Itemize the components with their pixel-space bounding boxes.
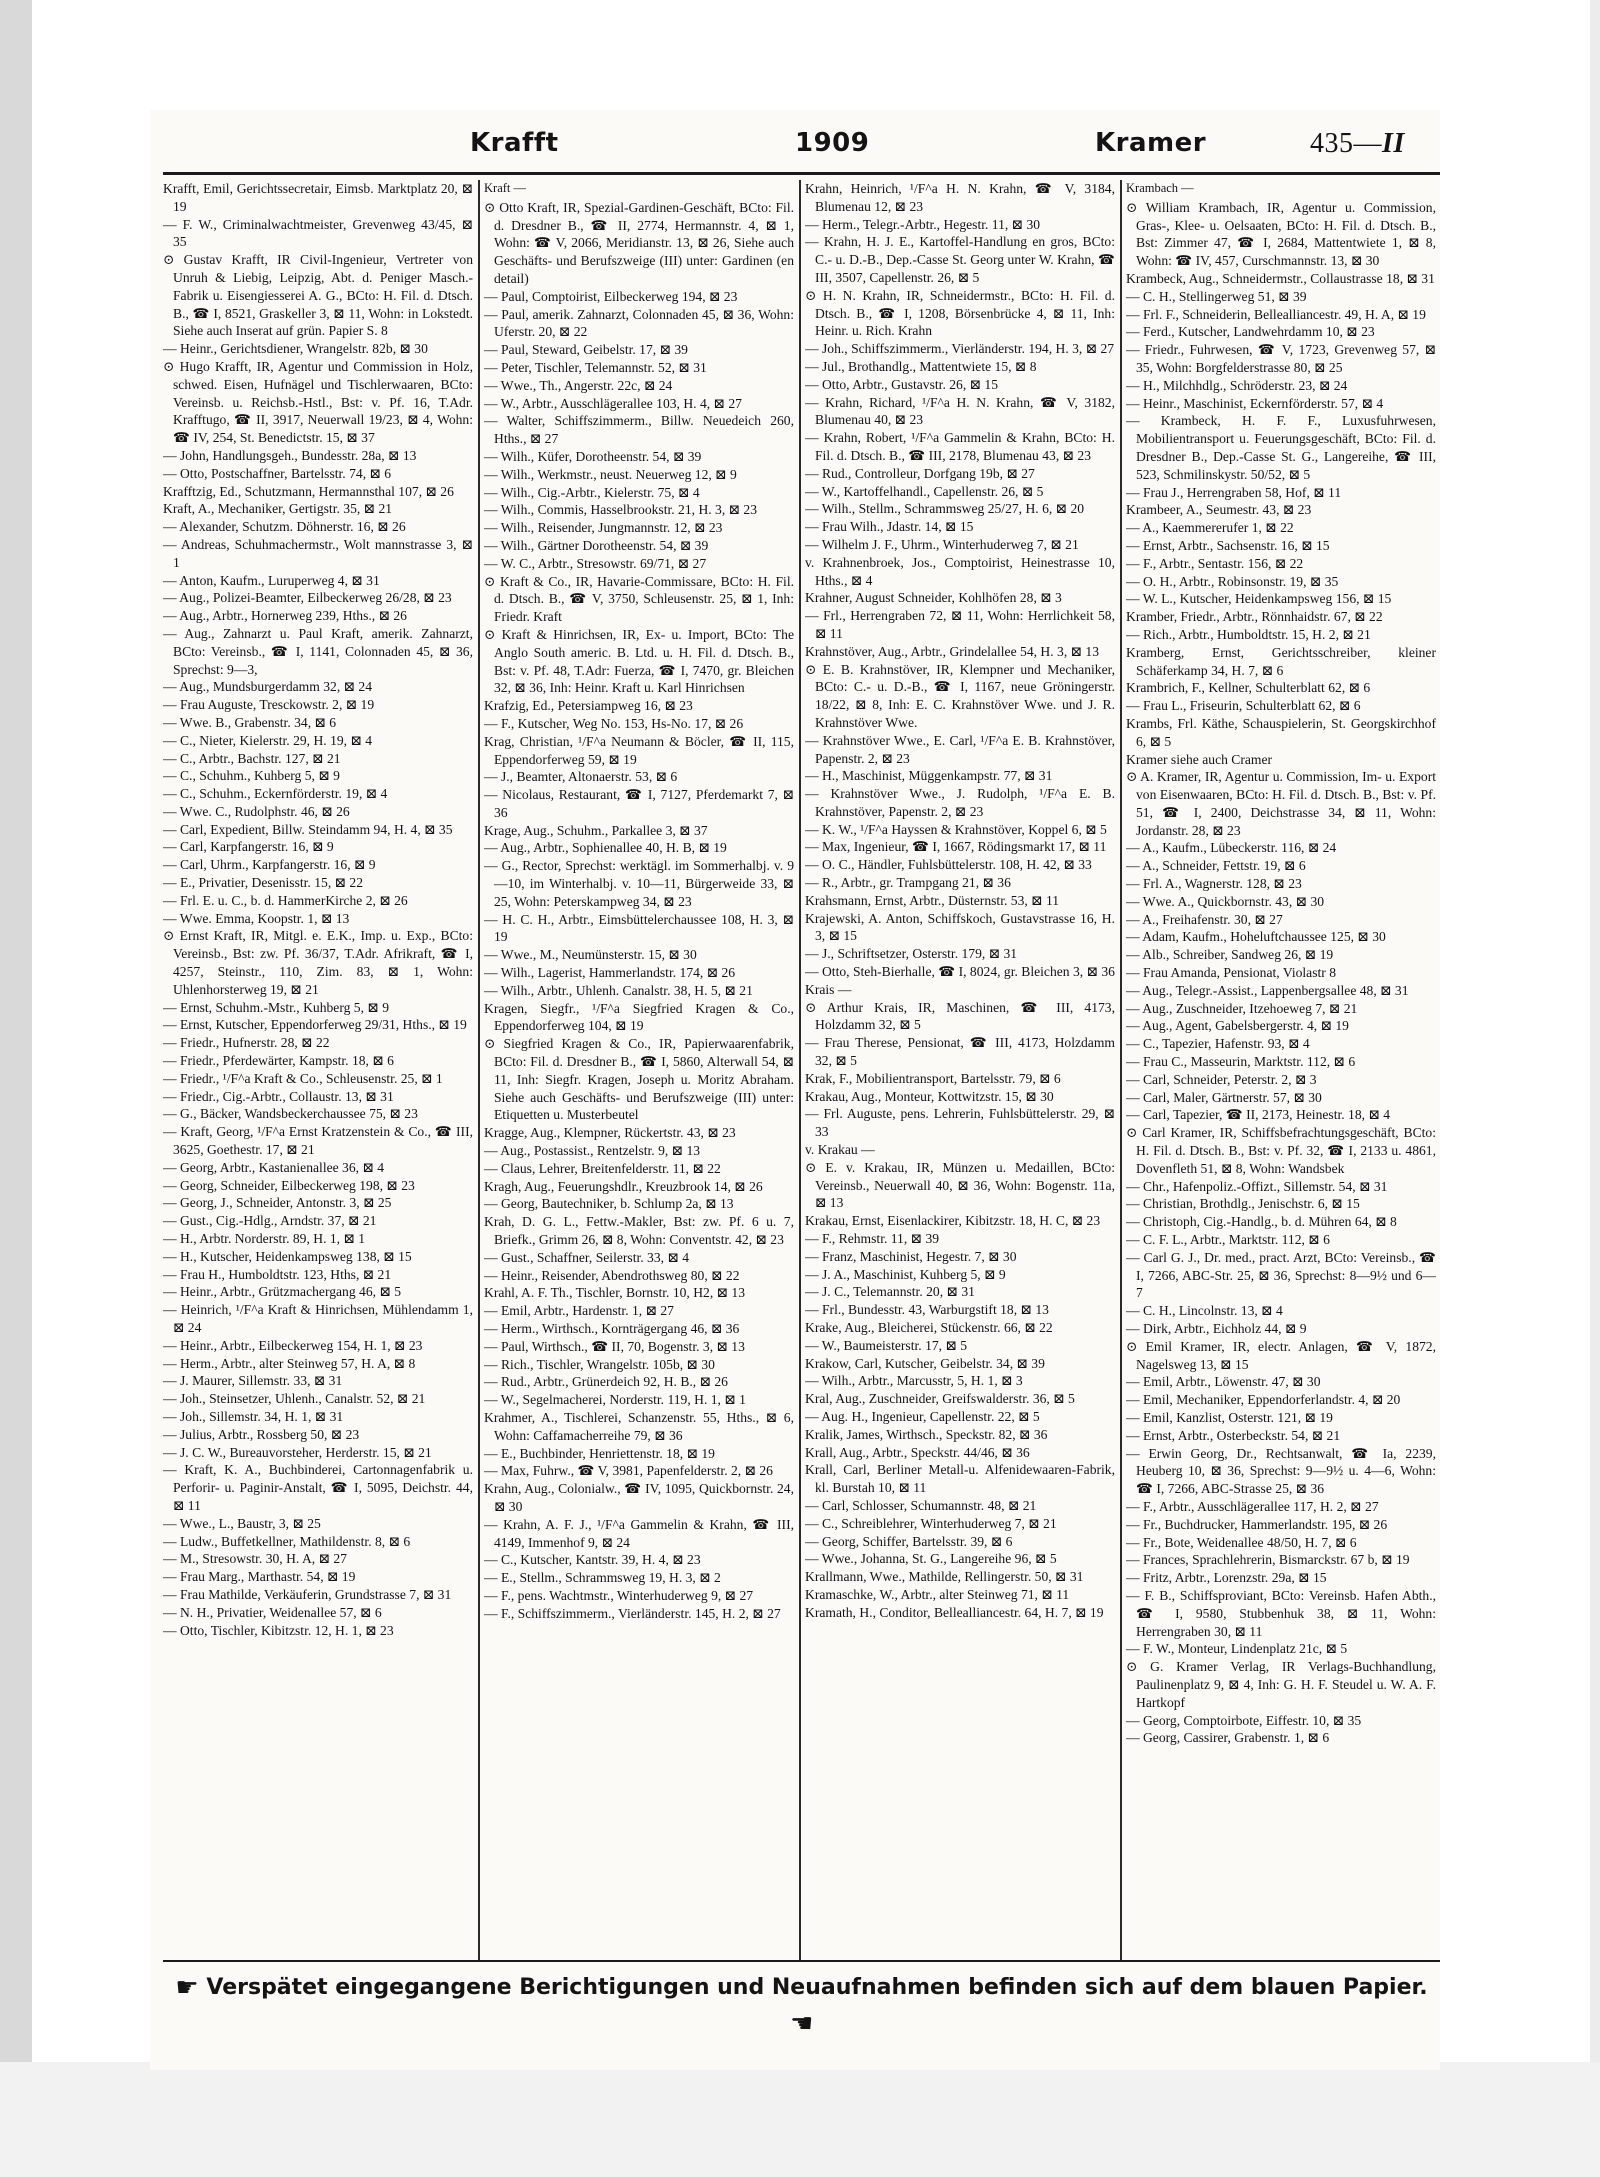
directory-entry: — Frances, Sprachlehrerin, Bismarckstr. 67 b, ⊠ 19 [1126, 1552, 1410, 1568]
directory-entry: — C., Schuhm., Kuhberg 5, ⊠ 9 [163, 768, 340, 784]
directory-entry: ⊙ Ernst Kraft, IR, Mitgl. e. E.K., Imp. u. Exp., BCto: Vereinsb., Bst: zw. Pf. 36/37, T.Adr. Afrikraft, ☎ I, 4257, Steinstr., 110, Zim. 83, ⊠ 1, Wohn: Uhlenhorsterweg 19, ⊠ 21 [163, 928, 473, 997]
directory-entry: — Aug., Arbtr., Sophienallee 40, H. B, ⊠ 19 [484, 840, 727, 856]
directory-entry: ⊙ E. v. Krakau, IR, Münzen u. Medaillen, BCto: Vereinsb., Neuerwall 40, ⊠ 36, Wohn: Bogenstr. 11a, ⊠ 13 [805, 1159, 1115, 1211]
column-3 [805, 180, 1115, 1960]
directory-entry: — Wilhelm J. F., Uhrm., Winterhuderweg 7, ⊠ 21 [805, 536, 1079, 552]
directory-entry: — Heinr., Gerichtsdiener, Wrangelstr. 82b, ⊠ 30 [163, 341, 428, 357]
directory-entry: — Frl. A., Wagnerstr. 128, ⊠ 23 [1126, 876, 1302, 892]
directory-entry: — J. C., Telemannstr. 20, ⊠ 31 [805, 1284, 975, 1300]
directory-entry: Krall, Carl, Berliner Metall-u. Alfenidewaaren-Fabrik, kl. Burstah 10, ⊠ 11 [805, 1462, 1115, 1496]
pointing-hand-icon: ☛ [789, 2009, 814, 2039]
directory-entry: — Christian, Brothdlg., Jenischstr. 6, ⊠ 15 [1126, 1196, 1360, 1212]
directory-entry: ⊙ Hugo Krafft, IR, Agentur und Commission in Holz, schwed. Eisen, Hufnägel und Tischlerwaaren, BCto: Vereinsb. u. Reichsb.-Hstl., Bst: v. Pf. 16, T.Adr. Krafftugo, ☎ II, 3917, Neuerwall 19/23, ⊠ 4, Wohn: ☎ IV, 254, St. Benedictstr. 15, ⊠ 37 [163, 358, 473, 446]
directory-entry: — Carl, Expedient, Billw. Steindamm 94, H. 4, ⊠ 35 [163, 821, 453, 837]
directory-entry: — Aug., Zuschneider, Itzehoeweg 7, ⊠ 21 [1126, 1000, 1358, 1016]
directory-entry: Krallmann, Wwe., Mathilde, Rellingerstr. 50, ⊠ 31 [805, 1569, 1084, 1585]
directory-entry: — Wilh., Lagerist, Hammerlandstr. 174, ⊠ 26 [484, 965, 736, 981]
directory-entry: — Aug., Postassist., Rentzelstr. 9, ⊠ 13 [484, 1143, 701, 1159]
scan-bottom-band [0, 2062, 1600, 2177]
directory-entry: Krakau, Aug., Monteur, Kottwitzstr. 15, ⊠ 30 [805, 1088, 1054, 1104]
directory-entry: Krak, F., Mobilientransport, Bartelsstr. 79, ⊠ 6 [805, 1070, 1061, 1086]
directory-entry: ⊙ Otto Kraft, IR, Spezial-Gardinen-Geschäft, BCto: Fil. d. Dresdner B., ☎ II, 2774, Hermannstr. 4, ⊠ 1, Wohn: ☎ V, 2066, Meridianstr. 13, ⊠ 26, Siehe auch Geschäfts- und Berufszweige (III) unter: Gardinen (en detail) [484, 199, 794, 286]
directory-entry: — C., Tapezier, Hafenstr. 93, ⊠ 4 [1126, 1036, 1310, 1052]
column-4 [1126, 180, 1436, 1960]
directory-entry: — Aug. H., Ingenieur, Capellenstr. 22, ⊠ 5 [805, 1408, 1040, 1424]
directory-entry: — Friedr., Pferdewärter, Kampstr. 18, ⊠ 6 [163, 1053, 394, 1069]
directory-entry: — Emil, Kanzlist, Osterstr. 121, ⊠ 19 [1126, 1409, 1333, 1425]
directory-entry: Krake, Aug., Bleicherei, Stückenstr. 66, ⊠ 22 [805, 1320, 1053, 1335]
directory-entry: — Heinrich, ¹/F^a Kraft & Hinrichsen, Mühlendamm 1, ⊠ 24 [163, 1302, 473, 1335]
directory-entry: — Wwe., M., Neumünsterstr. 15, ⊠ 30 [484, 947, 697, 963]
directory-entry: — Peter, Tischler, Telemannstr. 52, ⊠ 31 [484, 359, 707, 375]
directory-entry: — Fr., Buchdrucker, Hammerlandstr. 195, ⊠ 26 [1126, 1516, 1388, 1532]
directory-entry: — Frau H., Humboldtstr. 123, Hths, ⊠ 21 [163, 1266, 392, 1282]
directory-entry: Krafzig, Ed., Petersiampweg 16, ⊠ 23 [484, 698, 693, 714]
page-suffix: II [1382, 128, 1405, 159]
directory-entry: — Wwe., Johanna, St. G., Langereihe 96, ⊠ 5 [805, 1551, 1057, 1567]
directory-entry: — Wwe. Emma, Koopstr. 1, ⊠ 13 [163, 910, 350, 926]
directory-entry: — Carl, Tapezier, ☎ II, 2173, Heinestr. 18, ⊠ 4 [1126, 1107, 1391, 1123]
column-divider [478, 180, 480, 1960]
directory-entry: Krakau, Ernst, Eisenlackirer, Kibitzstr. 18, H. C, ⊠ 23 [805, 1213, 1101, 1229]
directory-entry: Krahsmann, Ernst, Arbtr., Düsternstr. 53, ⊠ 11 [805, 892, 1060, 908]
directory-entry: — Wilh., Reisender, Jungmannstr. 12, ⊠ 23 [484, 520, 723, 536]
directory-entry: Krahner, August Schneider, Kohlhöfen 28, ⊠ 3 [805, 590, 1062, 606]
directory-entry: — A., Kaufm., Lübeckerstr. 116, ⊠ 24 [1126, 840, 1337, 856]
directory-entry: — Georg, J., Schneider, Antonstr. 3, ⊠ 25 [163, 1195, 392, 1211]
directory-entry: ⊙ Emil Kramer, IR, electr. Anlagen, ☎ V, 1872, Nagelsweg 13, ⊠ 15 [1126, 1338, 1436, 1372]
directory-entry: Kragh, Aug., Feuerungshdlr., Kreuzbrook 14, ⊠ 26 [484, 1178, 763, 1194]
directory-entry: ⊙ G. Kramer Verlag, IR Verlags-Buchhandlung, Paulinenplatz 9, ⊠ 4, Inh: G. H. F. Steudel u. W. A. F. Hartkopf [1126, 1659, 1436, 1710]
directory-entry: — Heinr., Arbtr., Eilbeckerweg 154, H. 1, ⊠ 23 [163, 1337, 423, 1353]
directory-entry: — Rud., Arbtr., Grünerdeich 92, H. B., ⊠ 26 [484, 1374, 728, 1390]
directory-entry: — F., Arbtr., Ausschlägerallee 117, H. 2, ⊠ 27 [1126, 1498, 1379, 1514]
directory-entry: — Georg, Cassirer, Grabenstr. 1, ⊠ 6 [1126, 1730, 1330, 1746]
directory-entry: Kragge, Aug., Klempner, Rückertstr. 43, ⊠ 23 [484, 1125, 736, 1141]
directory-entry: Krambeck, Aug., Schneidermstr., Collaustrasse 18, ⊠ 31 [1126, 270, 1435, 286]
directory-entry: — Rich., Tischler, Wrangelstr. 105b, ⊠ 30 [484, 1356, 715, 1372]
directory-entry: — Walter, Schiffszimmerm., Billw. Neuedeich 260, Hths., ⊠ 27 [484, 413, 794, 447]
directory-entry: — Paul, Wirthsch., ☎ II, 70, Bogenstr. 3, ⊠ 13 [484, 1338, 745, 1354]
directory-entry: — Krambeck, H. F. F., Luxusfuhrwesen, Mobilientransport u. Feuerungsgeschäft, BCto: Fil. d. Dresdner B., Dep.-Casse St. G., Langereihe, ☎ III, 523, Schmilinskystr. 50/52, ⊠ 5 [1126, 413, 1436, 482]
directory-entry: Kramber, Friedr., Arbtr., Rönnhaidstr. 67, ⊠ 22 [1126, 609, 1383, 625]
directory-entry: — H., Arbtr. Norderstr. 89, H. 1, ⊠ 1 [163, 1231, 366, 1247]
directory-entry: v. Krahnenbroek, Jos., Comptoirist, Heinestrasse 10, Hths., ⊠ 4 [805, 554, 1115, 588]
directory-entry: — Jul., Brothandlg., Mattentwiete 15, ⊠ 8 [805, 358, 1037, 374]
directory-entry: v. Krakau — [805, 1142, 875, 1158]
directory-entry: — E., Buchbinder, Henriettenstr. 18, ⊠ 19 [484, 1445, 715, 1461]
directory-entry: — Aug., Arbtr., Hornerweg 239, Hths., ⊠ 26 [163, 608, 407, 624]
directory-entry: ⊙ Carl Kramer, IR, Schiffsbefrachtungsgeschäft, BCto: H. Fil. d. Dtsch. B., Bst: v. Pf. 32, ☎ I, 2133 u. 4861, Dovenfleth 51, ⊠ 8, Wohn: Wandsbek [1126, 1125, 1436, 1176]
directory-entry: — Frl. Auguste, pens. Lehrerin, Fuhlsbüttelerstr. 29, ⊠ 33 [805, 1106, 1115, 1140]
directory-entry: ⊙ Kraft & Co., IR, Havarie-Commissare, BCto: H. Fil. d. Dtsch. B., ☎ V, 3750, Schleusenstr. 25, ⊠ 1, Inh: Friedr. Kraft [484, 573, 794, 625]
pointing-hand-icon: ☛ [175, 1973, 199, 2003]
directory-entry: — Aug., Zahnarzt u. Paul Kraft, amerik. Zahnarzt, BCto: Vereinsb., ☎ I, 1141, Colonnaden 45, ⊠ 36, Sprechst: 9—3, [163, 625, 473, 677]
directory-entry: — Andreas, Schuhmachermstr., Wolt mannstrasse 3, ⊠ 1 [163, 536, 473, 570]
directory-entry: — N. H., Privatier, Weidenallee 57, ⊠ 6 [163, 1604, 382, 1620]
directory-entry: — C., Nieter, Kielerstr. 29, H. 19, ⊠ 4 [163, 732, 373, 748]
directory-entry: — Rich., Arbtr., Humboldtstr. 15, H. 2, ⊠ 21 [1126, 626, 1371, 642]
directory-entry: — Wwe., Th., Angerstr. 22c, ⊠ 24 [484, 377, 673, 393]
directory-entry: — Wwe. A., Quickbornstr. 43, ⊠ 30 [1126, 893, 1325, 909]
directory-entry: — Rud., Controlleur, Dorfgang 19b, ⊠ 27 [805, 465, 1035, 481]
directory-entry: ⊙ William Krambach, IR, Agentur u. Commission, Gras-, Klee- u. Oelsaaten, BCto: H. Fil. d. Dtsch. B., Bst: Zimmer 47, ☎ I, 2684, Mattentwiete 1, ⊠ 8, Wohn: ☎ IV, 457, Curschmannstr. 13, ⊠ 30 [1126, 199, 1436, 269]
column-divider [1120, 180, 1122, 1960]
directory-entry: — Krahn, Robert, ¹/F^a Gammelin & Krahn, BCto: H. Fil. d. Dtsch. B., ☎ III, 2178, Blumenau 43, ⊠ 23 [805, 430, 1115, 463]
directory-entry: Kramaschke, W., Arbtr., alter Steinweg 71, ⊠ 11 [805, 1586, 1070, 1602]
directory-entry: — Wwe. B., Grabenstr. 34, ⊠ 6 [163, 714, 337, 730]
directory-entry: Krahmer, A., Tischlerei, Schanzenstr. 55, Hths., ⊠ 6, Wohn: Caffamacherreihe 79, ⊠ 36 [484, 1409, 794, 1443]
directory-entry: Krafft, Emil, Gerichtssecretair, Eimsb. Marktplatz 20, ⊠ 19 [163, 181, 473, 214]
directory-entry: ⊙ Gustav Krafft, IR Civil-Ingenieur, Vertreter von Unruh & Liebig, Leipzig, Abt. d. Peniger Masch.-Fabrik u. Eisengiesserei A. G., BCto: H. Fil. d. Dtsch. B., ☎ I, 8521, Graskeller 3, ⊠ 11, Wohn: in Lokstedt. Siehe auch Inserat auf grün. Papier S. 8 [163, 252, 473, 339]
directory-entry: Krafftzig, Ed., Schutzmann, Hermannsthal 107, ⊠ 26 [163, 483, 454, 499]
directory-entry: Krahn, Aug., Colonialw., ☎ IV, 1095, Quickbornstr. 24, ⊠ 30 [484, 1481, 794, 1514]
directory-entry: — Carl, Schneider, Peterstr. 2, ⊠ 3 [1126, 1071, 1317, 1087]
header-rule [163, 172, 1440, 175]
directory-entry: — Alexander, Schutzm. Döhnerstr. 16, ⊠ 26 [163, 519, 406, 535]
directory-entry: — Wilh., Küfer, Dorotheenstr. 54, ⊠ 39 [484, 448, 702, 464]
column-continuation-head: Kraft — [484, 181, 526, 195]
scan-edge-right [1590, 0, 1600, 2177]
directory-entry: — Frl., Herrengraben 72, ⊠ 11, Wohn: Herrlichkeit 58, ⊠ 11 [805, 608, 1115, 641]
directory-entry: — Franz, Maschinist, Hegestr. 7, ⊠ 30 [805, 1248, 1017, 1264]
directory-entry: — W. L., Kutscher, Heidenkampsweg 156, ⊠ 15 [1126, 591, 1392, 607]
directory-entry: — Ludw., Buffetkellner, Mathildenstr. 8, ⊠ 6 [163, 1533, 411, 1549]
directory-entry: — K. W., ¹/F^a Hayssen & Krahnstöver, Koppel 6, ⊠ 5 [805, 821, 1107, 837]
directory-entry: — Emil, Arbtr., Hardenstr. 1, ⊠ 27 [484, 1303, 674, 1319]
directory-entry: — Wilh., Gärtner Dorotheenstr. 54, ⊠ 39 [484, 537, 709, 553]
directory-entry: — Joh., Sillemstr. 34, H. 1, ⊠ 31 [163, 1408, 344, 1424]
directory-entry: ⊙ H. N. Krahn, IR, Schneidermstr., BCto: H. Fil. d. Dtsch. B., ☎ I, 1208, Börsenbrücke 4, ⊠ 11, Inh: Heinr. u. Rich. Krahn [805, 287, 1115, 339]
directory-entry: — Adam, Kaufm., Hoheluftchaussee 125, ⊠ 30 [1126, 929, 1386, 945]
directory-entry: — J. A., Maschinist, Kuhberg 5, ⊠ 9 [805, 1266, 1006, 1282]
directory-entry: — Krahn, A. F. J., ¹/F^a Gammelin & Krahn, ☎ III, 4149, Immenhof 9, ⊠ 24 [484, 1516, 794, 1550]
directory-entry: — Friedr., Hufnerstr. 28, ⊠ 22 [163, 1035, 330, 1051]
header-page-number [1310, 128, 1405, 160]
directory-entry: — Herm., Telegr.-Arbtr., Hegestr. 11, ⊠ 30 [805, 216, 1041, 232]
directory-entry: — H. C. H., Arbtr., Eimsbüttelerchaussee 108, H. 3, ⊠ 19 [484, 911, 794, 945]
directory-entry: Krag, Christian, ¹/F^a Neumann & Böcler, ☎ II, 115, Eppendorferweg 59, ⊠ 19 [484, 733, 794, 767]
directory-entry: — F., Kutscher, Weg No. 153, Hs-No. 17, ⊠ 26 [484, 715, 744, 731]
column-2 [484, 180, 794, 1960]
directory-entry: — Emil, Mechaniker, Eppendorferlandstr. 4, ⊠ 20 [1126, 1392, 1401, 1408]
directory-entry: — Frl. F., Schneiderin, Bellealliancestr. 49, H. A, ⊠ 19 [1126, 306, 1426, 322]
directory-entry: ⊙ Arthur Krais, IR, Maschinen, ☎ III, 4173, Holzdamm 32, ⊠ 5 [805, 999, 1115, 1033]
directory-entry: — J., Schriftsetzer, Osterstr. 179, ⊠ 31 [805, 946, 1018, 962]
directory-entry: — J. Maurer, Sillemstr. 33, ⊠ 31 [163, 1373, 343, 1389]
directory-entry: — G., Bäcker, Wandsbeckerchaussee 75, ⊠ 23 [163, 1106, 418, 1122]
directory-entry: — Max, Ingenieur, ☎ I, 1667, Rödingsmarkt 17, ⊠ 11 [805, 839, 1107, 855]
directory-entry: — Dirk, Arbtr., Eichholz 44, ⊠ 9 [1126, 1321, 1307, 1336]
directory-entry: — W., Kartoffelhandl., Capellenstr. 26, ⊠ 5 [805, 483, 1044, 499]
directory-entry: — Frau Marg., Marthastr. 54, ⊠ 19 [163, 1569, 356, 1585]
directory-entry: Kralik, James, Wirthsch., Speckstr. 82, ⊠ 36 [805, 1426, 1048, 1442]
directory-entry: — Wilh., Stellm., Schrammsweg 25/27, H. 6, ⊠ 20 [805, 501, 1085, 517]
directory-entry: — Carl, Schlosser, Schumannstr. 48, ⊠ 21 [805, 1497, 1037, 1513]
directory-entry: — Krahn, H. J. E., Kartoffel-Handlung en gros, BCto: C.- u. D.-B., Dep.-Casse St. Georg unter W. Krahn, ☎ III, 3507, Capellenstr. 26, ⊠ 5 [805, 234, 1115, 285]
directory-entry: — Georg, Schneider, Eilbeckerweg 198, ⊠ 23 [163, 1177, 415, 1193]
page-number: 435— [1310, 128, 1382, 159]
column-continuation-head: Krambach — [1126, 181, 1194, 195]
directory-entry: — E., Privatier, Desenisstr. 15, ⊠ 22 [163, 875, 364, 891]
directory-entry: — Frau Therese, Pensionat, ☎ III, 4173, Holzdamm 32, ⊠ 5 [805, 1035, 1115, 1069]
directory-entry: — Herm., Wirthsch., Kornträgergang 46, ⊠ 36 [484, 1321, 740, 1336]
directory-entry: — Otto, Tischler, Kibitzstr. 12, H. 1, ⊠ 23 [163, 1622, 394, 1638]
directory-entry: — G., Rector, Sprechst: werktägl. im Sommerhalbj. v. 9—10, im Winterhalbj. v. 10—11, Bürgerweide 33, ⊠ 25, Wohn: Peterskampweg 34, ⊠ 23 [484, 858, 794, 909]
directory-entry: Krahn, Heinrich, ¹/F^a H. N. Krahn, ☎ V, 3184, Blumenau 12, ⊠ 23 [805, 181, 1115, 214]
header-first-name: Krafft [470, 128, 559, 158]
directory-entry: — Kraft, K. A., Buchbinderei, Cartonnagenfabrik u. Perforir- u. Paginir-Anstalt, ☎ I, 5095, Deichstr. 44, ⊠ 11 [163, 1462, 473, 1513]
directory-entry: — Claus, Lehrer, Breitenfelderstr. 11, ⊠ 22 [484, 1160, 721, 1176]
directory-entry: ⊙ A. Kramer, IR, Agentur u. Commission, Im- u. Export von Eisenwaaren, BCto: H. Fil. d. Dtsch. B., Bst: v. Pf. 51, ☎ I, 2400, Deichstrasse 34, ⊠ 11, Wohn: Jordanstr. 28, ⊠ 23 [1126, 769, 1436, 838]
directory-entry: — W., Segelmacherei, Norderstr. 119, H. 1, ⊠ 1 [484, 1392, 746, 1408]
directory-entry: — O. H., Arbtr., Robinsonstr. 19, ⊠ 35 [1126, 573, 1339, 589]
directory-entry: — Max, Fuhrw., ☎ V, 3981, Papenfelderstr. 2, ⊠ 26 [484, 1463, 773, 1479]
directory-entry: — Georg, Comptoirbote, Eiffestr. 10, ⊠ 35 [1126, 1712, 1362, 1728]
directory-entry: — Otto, Postschaffner, Bartelsstr. 74, ⊠ 6 [163, 465, 392, 481]
directory-entry: Krage, Aug., Schuhm., Parkallee 3, ⊠ 37 [484, 822, 708, 838]
directory-entry: — W. C., Arbtr., Stresowstr. 69/71, ⊠ 27 [484, 555, 707, 571]
directory-entry: — F. W., Criminalwachtmeister, Grevenweg 43/45, ⊠ 35 [163, 216, 473, 250]
directory-entry: — Gust., Schaffner, Seilerstr. 33, ⊠ 4 [484, 1249, 690, 1265]
directory-entry: — F., Rehmstr. 11, ⊠ 39 [805, 1231, 940, 1247]
directory-entry: — Friedr., Fuhrwesen, ☎ V, 1723, Grevenweg 57, ⊠ 35, Wohn: Borgfelderstrasse 80, ⊠ 25 [1126, 342, 1436, 375]
directory-entry: — Georg, Arbtr., Kastanienallee 36, ⊠ 4 [163, 1159, 385, 1175]
directory-entry: — Gust., Cig.-Hdlg., Arndstr. 37, ⊠ 21 [163, 1213, 377, 1229]
directory-entry: — Joh., Steinsetzer, Uhlenh., Canalstr. 52, ⊠ 21 [163, 1391, 426, 1407]
directory-entry: — Frau Wilh., Jdastr. 14, ⊠ 15 [805, 519, 974, 535]
directory-entry: Kramer siehe auch Cramer [1126, 751, 1273, 767]
directory-entry: — E., Stellm., Schrammsweg 19, H. 3, ⊠ 2 [484, 1570, 721, 1586]
directory-entry: — H., Milchhdlg., Schröderstr. 23, ⊠ 24 [1126, 377, 1348, 393]
directory-entry: — F., Schiffszimmerm., Vierländerstr. 145, H. 2, ⊠ 27 [484, 1605, 781, 1621]
directory-entry: Kragen, Siegfr., ¹/F^a Siegfried Kragen & Co., Eppendorferweg 104, ⊠ 19 [484, 1000, 794, 1034]
directory-entry: — Frau Amanda, Pensionat, Violastr 8 [1126, 965, 1336, 981]
directory-entry: — O. C., Händler, Fuhlsbüttelerstr. 108, H. 42, ⊠ 33 [805, 857, 1092, 873]
directory-entry: — Heinr., Arbtr., Grützmachergang 46, ⊠ 5 [163, 1284, 402, 1300]
directory-entry: — Carl, Karpfangerstr. 16, ⊠ 9 [163, 839, 334, 855]
directory-entry: — Otto, Arbtr., Gustavstr. 26, ⊠ 15 [805, 376, 999, 392]
directory-entry: — John, Handlungsgeh., Bundesstr. 28a, ⊠ 13 [163, 447, 417, 463]
footer-text: Verspätet eingegangene Berichtigungen und Neuaufnahmen befinden sich auf dem blauen Papier. [206, 1975, 1428, 2000]
column-1 [163, 180, 473, 1960]
directory-entry: — Joh., Schiffszimmerm., Vierländerstr. 194, H. 3, ⊠ 27 [805, 341, 1115, 357]
directory-entry: ⊙ Siegfried Kragen & Co., IR, Papierwaarenfabrik, BCto: Fil. d. Dresdner B., ☎ I, 5860, Alterwall 54, ⊠ 11, Inh: Siegfr. Kragen, Joseph u. Moritz Abraham. Siehe auch Geschäfts- und Berufszweige (III) unter: Etiquetten u. Musterbeutel [484, 1036, 794, 1123]
directory-entry: ⊙ E. B. Krahnstöver, IR, Klempner und Mechaniker, BCto: C.- u. D.-B., ☎ I, 1167, neue Gröningerstr. 18/22, ⊠ 8, Inh: E. C. Krahnstöver Wwe. und J. R. Krahnstöver Wwe. [805, 661, 1115, 730]
directory-entry: — A., Schneider, Fettstr. 19, ⊠ 6 [1126, 858, 1306, 874]
directory-entry: — W., Arbtr., Ausschlägerallee 103, H. 4, ⊠ 27 [484, 395, 742, 411]
directory-entry: — Frau Auguste, Tresckowstr. 2, ⊠ 19 [163, 697, 375, 713]
directory-entry: — Frau C., Masseurin, Marktstr. 112, ⊠ 6 [1126, 1054, 1356, 1070]
directory-entry: — F. W., Monteur, Lindenplatz 21c, ⊠ 5 [1126, 1641, 1348, 1657]
directory-entry: — Wilh., Arbtr., Uhlenh. Canalstr. 38, H. 5, ⊠ 21 [484, 982, 753, 998]
directory-entry: Krambrich, F., Kellner, Schulterblatt 62, ⊠ 6 [1126, 680, 1371, 696]
page-header [195, 128, 1440, 168]
directory-entry: — Paul, amerik. Zahnarzt, Colonnaden 45, ⊠ 36, Wohn: Uferstr. 20, ⊠ 22 [484, 306, 794, 340]
directory-entry: — Wilh., Arbtr., Marcusstr, 5, H. 1, ⊠ 3 [805, 1373, 1023, 1389]
directory-entry: — Paul, Steward, Geibelstr. 17, ⊠ 39 [484, 342, 688, 358]
directory-entry: — Frau J., Herrengraben 58, Hof, ⊠ 11 [1126, 484, 1342, 500]
directory-entry: — Chr., Hafenpoliz.-Offizt., Sillemstr. 54, ⊠ 31 [1126, 1178, 1388, 1194]
directory-entry: — C. H., Lincolnstr. 13, ⊠ 4 [1126, 1303, 1283, 1319]
directory-entry: Krahnstöver, Aug., Arbtr., Grindelallee 54, H. 3, ⊠ 13 [805, 643, 1099, 659]
directory-entry: ⊙ Kraft & Hinrichsen, IR, Ex- u. Import, BCto: The Anglo South americ. B. Ltd. u. H. Fil. d. Dtsch. B., Bst: v. Pf. 48, T.Adr: Fuerza, ☎ I, 7470, gr. Bleichen 32, ⊠ 36, Inh: Heinr. Kraft u. Karl Hinrichsen [484, 626, 794, 696]
directory-entry: — Carl, Maler, Gärtnerstr. 57, ⊠ 30 [1126, 1089, 1322, 1105]
directory-entry: — C. H., Stellingerweg 51, ⊠ 39 [1126, 288, 1307, 304]
directory-entry: — Frau L., Friseurin, Schulterblatt 62, ⊠ 6 [1126, 698, 1361, 714]
directory-entry: — Fr., Bote, Weidenallee 48/50, H. 7, ⊠ 6 [1126, 1534, 1357, 1550]
directory-entry: — Paul, Comptoirist, Eilbeckerweg 194, ⊠ 23 [484, 288, 738, 304]
footer-notice [163, 1970, 1440, 2039]
header-year: 1909 [795, 128, 870, 158]
directory-entry: Krais — [805, 981, 852, 997]
scan-edge-left [0, 0, 32, 2177]
header-last-name: Kramer [1095, 128, 1207, 158]
directory-entry: Krambs, Frl. Käthe, Schauspielerin, St. Georgskirchhof 6, ⊠ 5 [1126, 715, 1436, 749]
column-divider [799, 180, 801, 1960]
directory-entry: Kral, Aug., Zuschneider, Greifswalderstr. 36, ⊠ 5 [805, 1391, 1075, 1407]
directory-entry: Krambeer, A., Seumestr. 43, ⊠ 23 [1126, 502, 1312, 518]
directory-entry: — Emil, Arbtr., Löwenstr. 47, ⊠ 30 [1126, 1374, 1321, 1390]
directory-entry: — Wilh., Commis, Hasselbrookstr. 21, H. 3, ⊠ 23 [484, 502, 758, 518]
directory-entry: — Georg, Schiffer, Bartelsstr. 39, ⊠ 6 [805, 1533, 1013, 1549]
directory-entry: — Erwin Georg, Dr., Rechtsanwalt, ☎ Ia, 2239, Heuberg 10, ⊠ 36, Sprechst: 9—9½ u. 4—6, Wohn: ☎ I, 7266, ABC-Strasse 25, ⊠ 36 [1126, 1445, 1436, 1497]
directory-entry: — Ernst, Arbtr., Sachsenstr. 16, ⊠ 15 [1126, 537, 1330, 553]
directory-entry: — Wilh., Cig.-Arbtr., Kielerstr. 75, ⊠ 4 [484, 484, 700, 500]
directory-entry: — Friedr., Cig.-Arbtr., Collaustr. 13, ⊠ 31 [163, 1088, 394, 1104]
directory-entry: Kramath, H., Conditor, Bellealliancestr. 64, H. 7, ⊠ 19 [805, 1604, 1104, 1620]
directory-entry: — W., Baumeisterstr. 17, ⊠ 5 [805, 1337, 968, 1353]
directory-entry: — Krahnstöver Wwe., E. Carl, ¹/F^a E. B. Krahnstöver, Papenstr. 2, ⊠ 23 [805, 732, 1115, 766]
directory-entry: — Heinr., Reisender, Abendrothsweg 80, ⊠ 22 [484, 1267, 740, 1283]
directory-entry: — F. B., Schiffsproviant, BCto: Vereinsb. Hafen Abth., ☎ I, 9580, Stubbenhuk 38, ⊠ 11, Wohn: Herrengraben 30, ⊠ 11 [1126, 1587, 1436, 1639]
directory-entry: — Friedr., ¹/F^a Kraft & Co., Schleusenstr. 25, ⊠ 1 [163, 1070, 443, 1086]
directory-entry: — Alb., Schreiber, Sandweg 26, ⊠ 19 [1126, 947, 1334, 963]
directory-entry: — A., Kaemmererufer 1, ⊠ 22 [1126, 520, 1294, 536]
directory-entry: — A., Freihafenstr. 30, ⊠ 27 [1126, 911, 1283, 927]
directory-entry: — Carl, Uhrm., Karpfangerstr. 16, ⊠ 9 [163, 857, 376, 873]
directory-entry: — Krahn, Richard, ¹/F^a H. N. Krahn, ☎ V, 3182, Blumenau 40, ⊠ 23 [805, 394, 1115, 428]
directory-entry: Krahl, A. F. Th., Tischler, Bornstr. 10, H2, ⊠ 13 [484, 1285, 746, 1301]
directory-entry: — J. C. W., Bureauvorsteher, Herderstr. 15, ⊠ 21 [163, 1444, 432, 1460]
directory-entry: — H., Kutscher, Heidenkampsweg 138, ⊠ 15 [163, 1248, 412, 1264]
directory-entry: — Ferd., Kutscher, Landwehrdamm 10, ⊠ 23 [1126, 324, 1375, 340]
directory-entry: — F., Arbtr., Sentastr. 156, ⊠ 22 [1126, 555, 1304, 571]
directory-entry: Krajewski, A. Anton, Schiffskoch, Gustavstrasse 16, H. 3, ⊠ 15 [805, 910, 1115, 944]
directory-entry: — J., Beamter, Altonaerstr. 53, ⊠ 6 [484, 769, 678, 785]
directory-entry: — Frl. E. u. C., b. d. HammerKirche 2, ⊠ 26 [163, 892, 408, 908]
directory-entry: — C. F. L., Arbtr., Marktstr. 112, ⊠ 6 [1126, 1232, 1330, 1248]
directory-entry: — Kraft, Georg, ¹/F^a Ernst Kratzenstein & Co., ☎ III, 3625, Goethestr. 17, ⊠ 21 [163, 1124, 473, 1158]
directory-entry: — Ernst, Arbtr., Osterbeckstr. 54, ⊠ 21 [1126, 1427, 1341, 1443]
directory-entry: — Christoph, Cig.-Handlg., b. d. Mühren 64, ⊠ 8 [1126, 1214, 1397, 1230]
directory-entry: — H., Maschinist, Müggenkampstr. 77, ⊠ 31 [805, 768, 1053, 784]
directory-entry: — Ernst, Kutscher, Eppendorferweg 29/31, Hths., ⊠ 19 [163, 1017, 467, 1033]
directory-entry: Krakow, Carl, Kutscher, Geibelstr. 34, ⊠ 39 [805, 1355, 1045, 1371]
directory-entry: Kramberg, Ernst, Gerichtsschreiber, kleiner Schäferkamp 34, H. 7, ⊠ 6 [1126, 644, 1436, 678]
directory-entry: — Frl., Bundesstr. 43, Warburgstift 18, ⊠ 13 [805, 1302, 1049, 1318]
directory-entry: — Heinr., Maschinist, Eckernförderstr. 57, ⊠ 4 [1126, 395, 1384, 411]
directory-entry: — Georg, Bautechniker, b. Schlump 2a, ⊠ 13 [484, 1196, 734, 1212]
directory-entry: Kraft, A., Mechaniker, Gertigstr. 35, ⊠ 21 [163, 501, 393, 517]
directory-entry: — Ernst, Schuhm.-Mstr., Kuhberg 5, ⊠ 9 [163, 999, 389, 1015]
footer-rule [163, 1960, 1440, 1962]
directory-entry: — Herm., Arbtr., alter Steinweg 57, H. A, ⊠ 8 [163, 1355, 416, 1371]
directory-entry: — Wilh., Werkmstr., neust. Neuerweg 12, ⊠ 9 [484, 466, 737, 482]
directory-entry: — Aug., Polizei-Beamter, Eilbeckerweg 26/28, ⊠ 23 [163, 590, 452, 606]
directory-entry: — Nicolaus, Restaurant, ☎ I, 7127, Pferdemarkt 7, ⊠ 36 [484, 787, 794, 820]
directory-entry: Krall, Aug., Arbtr., Speckstr. 44/46, ⊠ 36 [805, 1444, 1030, 1460]
directory-entry: — Julius, Arbtr., Rossberg 50, ⊠ 23 [163, 1426, 360, 1442]
directory-entry: — Fritz, Arbtr., Lorenzstr. 29a, ⊠ 15 [1126, 1570, 1327, 1586]
directory-entry: — Carl G. J., Dr. med., pract. Arzt, BCto: Vereinsb., ☎ I, 7266, ABC-Str. 25, ⊠ 36, Sprechst: 8—9½ und 6—7 [1126, 1249, 1436, 1301]
directory-entry: — Anton, Kaufm., Luruperweg 4, ⊠ 31 [163, 572, 380, 588]
directory-entry: — Aug., Agent, Gabelsbergerstr. 4, ⊠ 19 [1126, 1018, 1349, 1034]
directory-entry: — C., Kutscher, Kantstr. 39, H. 4, ⊠ 23 [484, 1552, 701, 1568]
directory-entry: — F., pens. Wachtmstr., Winterhuderweg 9, ⊠ 27 [484, 1587, 754, 1603]
directory-entry: — M., Stresowstr. 30, H. A, ⊠ 27 [163, 1551, 347, 1567]
directory-entry: — R., Arbtr., gr. Trampgang 21, ⊠ 36 [805, 875, 1011, 891]
directory-entry: Krah, D. G. L., Fettw.-Makler, Bst: zw. Pf. 6 u. 7, Briefk., Grimm 26, ⊠ 8, Wohn: Conventstr. 42, ⊠ 23 [484, 1214, 794, 1248]
directory-entry: — Aug., Mundsburgerdamm 32, ⊠ 24 [163, 679, 372, 695]
directory-entry: — Wwe., L., Baustr, 3, ⊠ 25 [163, 1515, 321, 1531]
directory-entry: — C., Schreiblehrer, Winterhuderweg 7, ⊠ 21 [805, 1515, 1057, 1531]
directory-entry: — Otto, Steh-Bierhalle, ☎ I, 8024, gr. Bleichen 3, ⊠ 36 [805, 964, 1115, 980]
directory-entry: — Wwe. C., Rudolphstr. 46, ⊠ 26 [163, 803, 350, 819]
directory-entry: — C., Schuhm., Eckernförderstr. 19, ⊠ 4 [163, 786, 388, 802]
directory-entry: — Krahnstöver Wwe., J. Rudolph, ¹/F^a E. B. Krahnstöver, Papenstr. 2, ⊠ 23 [805, 786, 1115, 819]
directory-entry: — C., Arbtr., Bachstr. 127, ⊠ 21 [163, 750, 341, 766]
directory-entry: — Aug., Telegr.-Assist., Lappenbergsallee 48, ⊠ 31 [1126, 982, 1409, 998]
directory-entry: — Frau Mathilde, Verkäuferin, Grundstrasse 7, ⊠ 31 [163, 1586, 452, 1602]
